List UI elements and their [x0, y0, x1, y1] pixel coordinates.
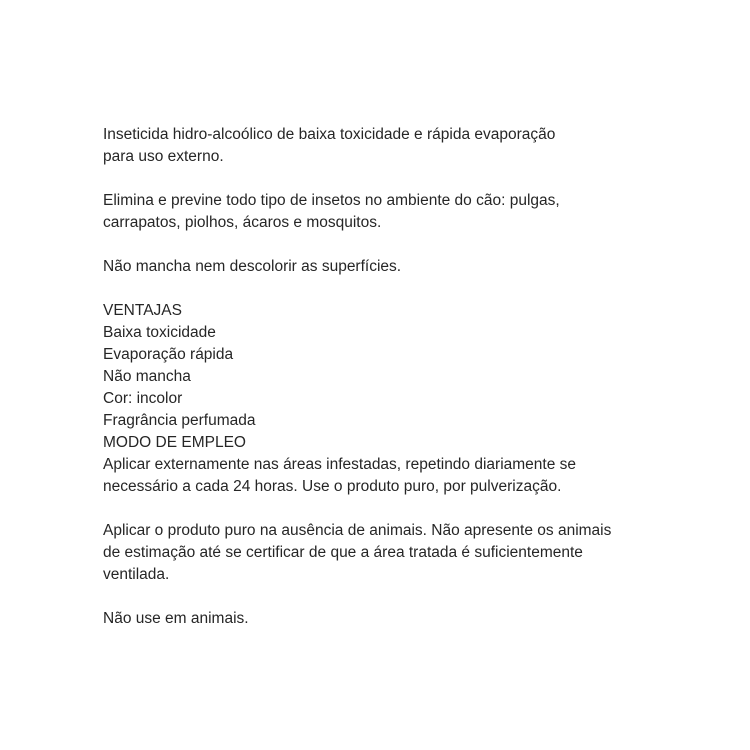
warning-line: ventilada.: [103, 566, 170, 583]
intro-line: para uso externo.: [103, 148, 224, 165]
advantage-item: Cor: incolor: [103, 390, 183, 407]
usage-section: [103, 432, 723, 498]
paragraph-gap: [103, 498, 723, 520]
advantage-item: Não mancha: [103, 368, 191, 385]
warning-line: Aplicar o produto puro na ausência de animais. Não apresente os animais: [103, 522, 612, 539]
advantage-item: Evaporação rápida: [103, 346, 234, 363]
paragraph-gap: [103, 586, 723, 608]
usage-line: Aplicar externamente nas áreas infestadas, repetindo diariamente se: [103, 456, 577, 473]
warning-line: de estimação até se certificar de que a área tratada é suficientemente: [103, 544, 583, 561]
advantages-section: [103, 300, 723, 432]
advantage-item: Baixa toxicidade: [103, 324, 216, 341]
elimination-line: carrapatos, piolhos, ácaros e mosquitos.: [103, 214, 382, 231]
usage-line: necessário a cada 24 horas. Use o produto puro, por pulverização.: [103, 478, 562, 495]
no-stain-paragraph: Não mancha nem descolorir as superfícies.: [103, 258, 402, 275]
intro-paragraph: [103, 124, 723, 168]
paragraph-gap: [103, 278, 723, 300]
elimination-line: Elimina e previne todo tipo de insetos no ambiente do cão: pulgas,: [103, 192, 560, 209]
advantage-item: Fragrância perfumada: [103, 412, 256, 429]
paragraph-gap: [103, 168, 723, 190]
product-description: [103, 124, 723, 630]
usage-heading: MODO DE EMPLEO: [103, 434, 246, 451]
final-note: Não use em animais.: [103, 610, 249, 627]
warning-paragraph: [103, 520, 723, 586]
intro-line: Inseticida hidro-alcoólico de baixa toxicidade e rápida evaporação: [103, 126, 556, 143]
advantages-heading: VENTAJAS: [103, 302, 182, 319]
paragraph-gap: [103, 234, 723, 256]
elimination-paragraph: [103, 190, 723, 234]
